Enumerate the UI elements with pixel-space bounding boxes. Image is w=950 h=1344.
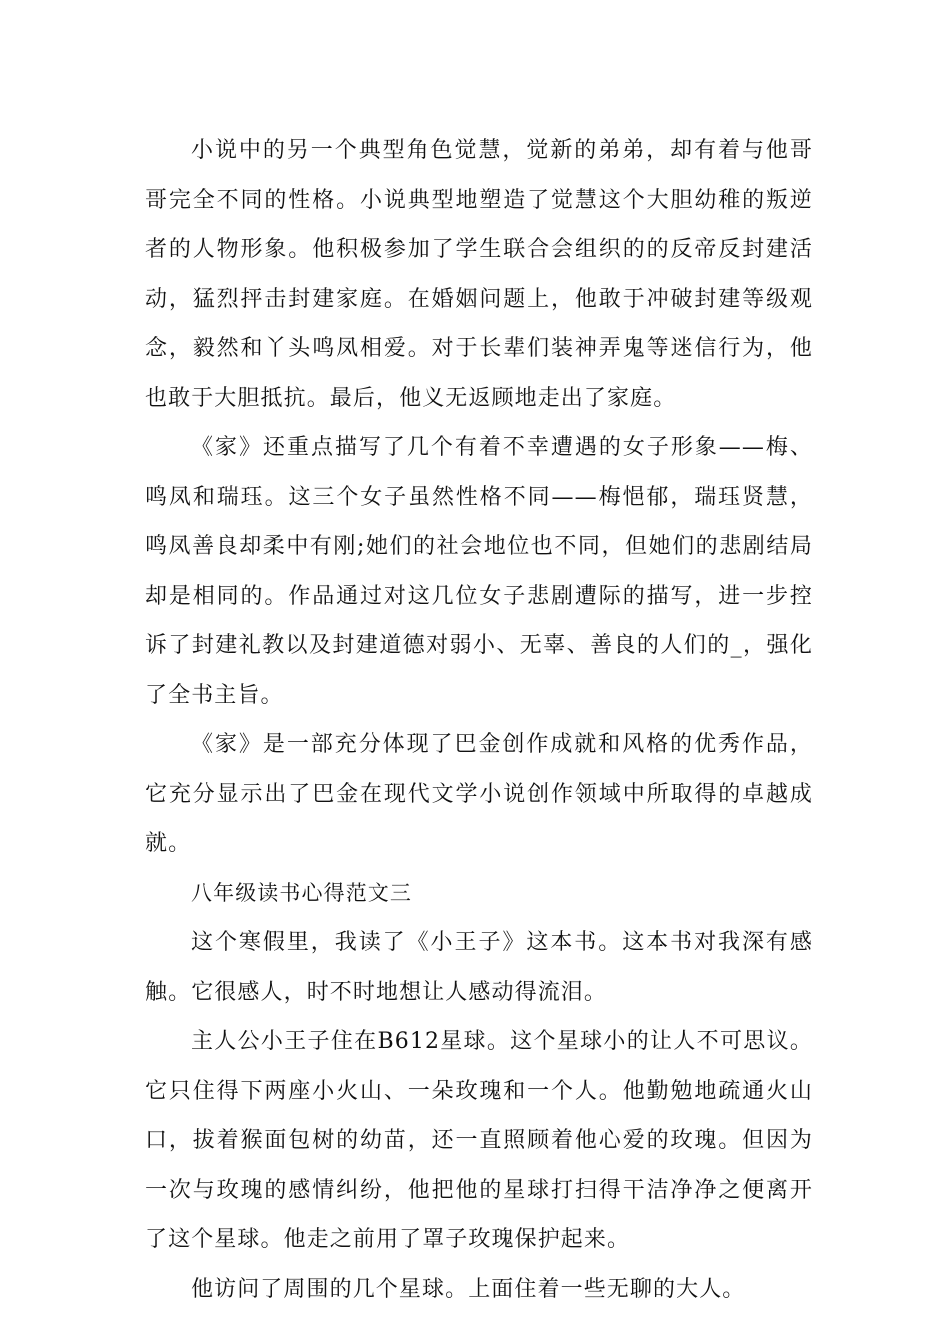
paragraph-juehui: 小说中的另一个典型角色觉慧，觉新的弟弟，却有着与他哥哥完全不同的性格。小说典型地塑造了觉慧这个大胆幼稚的叛逆者的人物形象。他积极参加了学生联合会组织的的反帝反封建活动，猛烈抨击封建家庭。在婚姻问题上，他敢于冲破封建等级观念，毅然和丫头鸣凤相爱。对于长辈们装神弄鬼等迷信行为，他也敢于大胆抵抗。最后，他义无返顾地走出了家庭。 <box>145 138 813 411</box>
paragraph-little-prince-intro: 这个寒假里，我读了《小王子》这本书。这本书对我深有感触。它很感人，时不时地想让人感动得流泪。 <box>145 930 813 1005</box>
paragraph-visiting-planets: 他访问了周围的几个星球。上面住着一些无聊的大人。 <box>191 1276 746 1302</box>
document-body <box>145 126 813 1314</box>
paragraph-female-characters: 《家》还重点描写了几个有着不幸遭遇的女子形象——梅、鸣凤和瑞珏。这三个女子虽然性格不同——梅悒郁，瑞珏贤慧，鸣凤善良却柔中有刚;她们的社会地位也不同，但她们的悲剧结局却是相同的。作品通过对这几位女子悲剧遭际的描写，进一步控诉了封建礼教以及封建道德对弱小、无辜、善良的人们的_，强化了全书主旨。 <box>145 435 813 708</box>
paragraph-jia-summary: 《家》是一部充分体现了巴金创作成就和风格的优秀作品，它充分显示出了巴金在现代文学小说创作领域中所取得的卓越成就。 <box>145 732 813 856</box>
paragraph-b612-planet: 主人公小王子住在B612星球。这个星球小的让人不可思议。它只住得下两座小火山、一朵玫瑰和一个人。他勤勉地疏通火山口，拔着猴面包树的幼苗，还一直照顾着他心爱的玫瑰。但因为一次与玫瑰的感情纠纷，他把他的星球打扫得干洁净净之便离开了这个星球。他走之前用了罩子玫瑰保护起来。 <box>145 1029 813 1252</box>
section-heading: 八年级读书心得范文三 <box>191 880 412 905</box>
